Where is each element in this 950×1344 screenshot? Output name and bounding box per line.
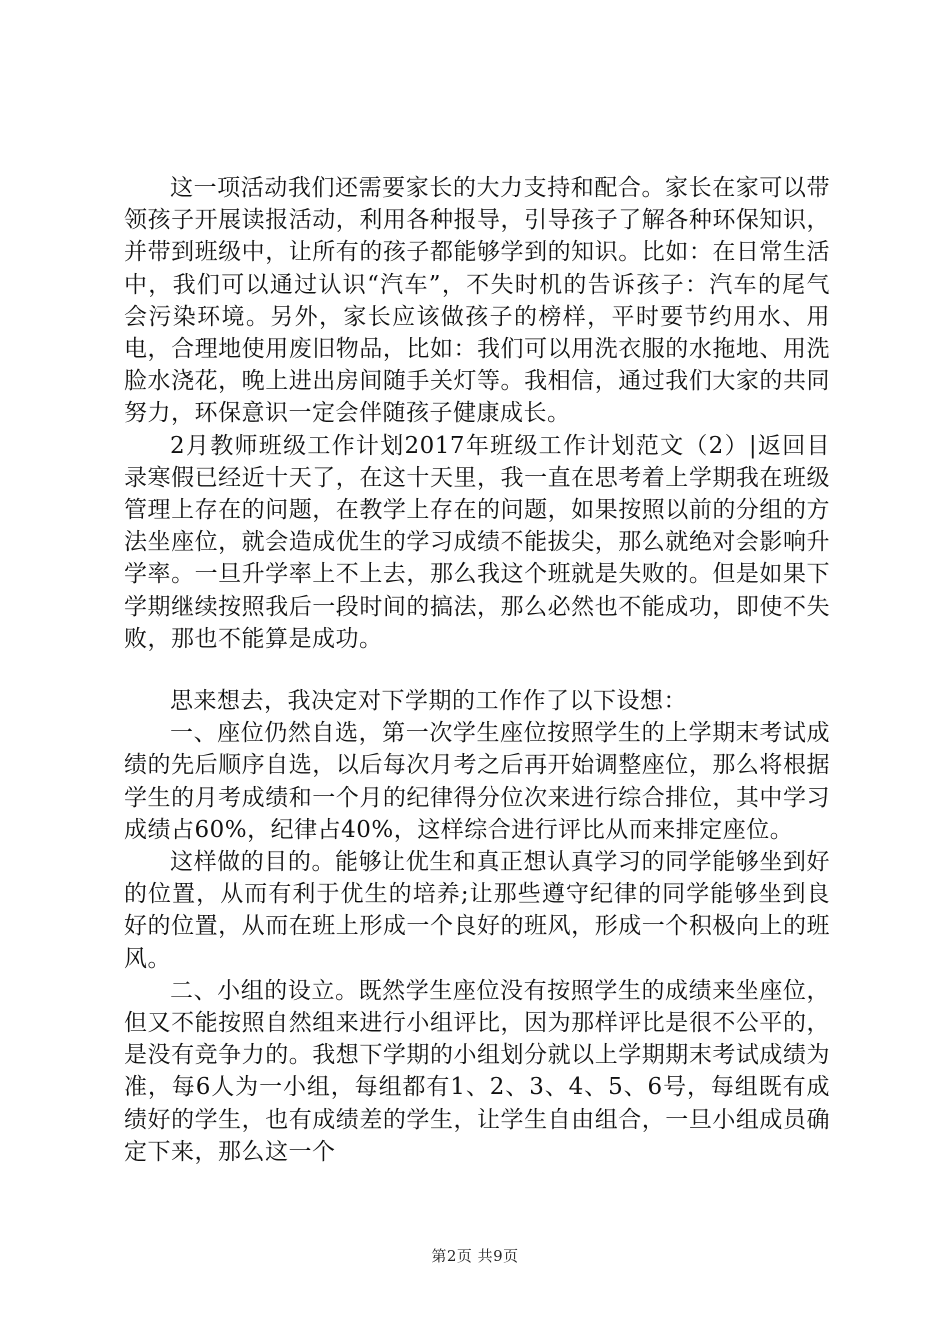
paragraph-thoughts: 思来想去，我决定对下学期的工作作了以下设想： — [170, 688, 687, 715]
paragraph-purpose: 这样做的目的。能够让优生和真正想认真学习的同学能够坐到好的位置，从而有利于优生的培养;让那些遵守纪律的同学能够坐到良好的位置，从而在班上形成一个良好的班风，形成一个积极向上的班风。 — [124, 849, 830, 972]
paragraph-plan-intro: 2月教师班级工作计划2017年班级工作计划范文（2）|返回目录寒假已经近十天了，在这十天里，我一直在思考着上学期我在班级管理上存在的问题，在教学上存在的问题，如果按照以前的分组的方法坐座位，就会造成优生的学习成绩不能拔尖，那么就绝对会影响升学率。一旦升学率上不上去，那么我这个班就是失败的。但是如果下学期继续按照我后一段时间的搞法，那么必然也不能成功，即使不失败，那也不能算是成功。 — [124, 432, 830, 652]
paragraph-groups: 二、小组的设立。既然学生座位没有按照学生的成绩来坐座位，但又不能按照自然组来进行小组评比，因为那样评比是很不公平的，是没有竞争力的。我想下学期的小组划分就以上学期期末考试成绩为准，每6人为一小组，每组都有1、2、3、4、5、6号，每组既有成绩好的学生，也有成绩差的学生，让学生自由组合，一旦小组成员确定下来，那么这一个 — [124, 977, 830, 1165]
paragraph-spacer — [124, 655, 830, 685]
page-number-footer: 第2页 共9页 — [431, 1247, 519, 1265]
document-body — [124, 172, 830, 1168]
paragraph-parent-support: 这一项活动我们还需要家长的大力支持和配合。家长在家可以带领孩子开展读报活动，利用各种报导，引导孩子了解各种环保知识，并带到班级中，让所有的孩子都能够学到的知识。比如：在日常生活中，我们可以通过认识“汽车”，不失时机的告诉孩子：汽车的尾气会污染环境。另外，家长应该做孩子的榜样，平时要节约用水、用电，合理地使用废旧物品，比如：我们可以用洗衣服的水拖地、用洗脸水浇花，晚上进出房间随手关灯等。我相信，通过我们大家的共同努力，环保意识一定会伴随孩子健康成长。 — [124, 175, 830, 427]
paragraph-seating: 一、座位仍然自选，第一次学生座位按照学生的上学期末考试成绩的先后顺序自选，以后每次月考之后再开始调整座位，那么将根据学生的月考成绩和一个月的纪律得分位次来进行综合排位，其中学习成绩占60%，纪律占40%，这样综合进行评比从而来排定座位。 — [124, 720, 830, 843]
